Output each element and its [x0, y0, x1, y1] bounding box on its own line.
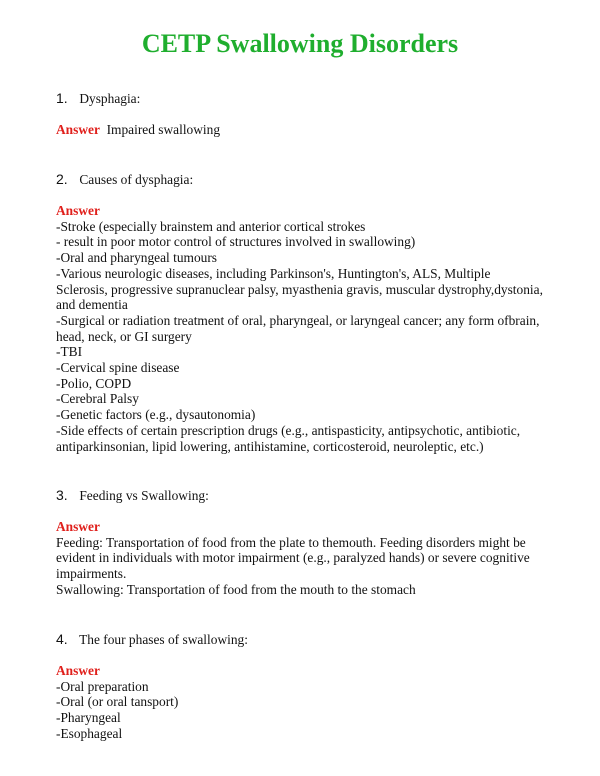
- answer-line: -Cerebral Palsy: [56, 391, 139, 407]
- answer-line: -Side effects of certain prescription drugs (e.g., antispasticity, antipsychotic, antibiotic,: [56, 422, 521, 438]
- answer-line: -Surgical or radiation treatment of oral, pharyngeal, or laryngeal cancer; any form ofbrain,: [56, 312, 540, 328]
- answer-text: Impaired swallowing: [106, 122, 221, 137]
- answer-label: Answer: [56, 203, 100, 218]
- page-title: CETP Swallowing Disorders: [141, 29, 459, 58]
- answer-3: [56, 519, 556, 598]
- question-text: Causes of dysphagia:: [79, 172, 194, 187]
- answer-line: -Genetic factors (e.g., dysautonomia): [56, 407, 256, 423]
- answer-line: -Esophageal: [56, 725, 123, 741]
- answer-line: Feeding: Transportation of food from the plate to themouth. Feeding disorders might be: [56, 534, 526, 550]
- answer-line: -Cervical spine disease: [56, 360, 180, 376]
- question-3: [56, 487, 209, 504]
- answer-line: -Oral and pharyngeal tumours: [56, 250, 218, 266]
- answer-line: Swallowing: Transportation of food from the mouth to the stomach: [56, 581, 416, 597]
- question-number: 3.: [56, 487, 68, 503]
- question-number: 4.: [56, 631, 68, 647]
- answer-1: [56, 122, 220, 138]
- answer-line: -TBI: [56, 344, 83, 360]
- answer-4: [56, 663, 556, 742]
- answer-line: - result in poor motor control of structures involved in swallowing): [56, 234, 416, 250]
- answer-line: -Various neurologic diseases, including Parkinson's, Huntington's, ALS, Multiple: [56, 265, 491, 281]
- question-text: Dysphagia:: [79, 91, 141, 106]
- answer-line: Sclerosis, progressive supranuclear palsy, myasthenia gravis, muscular dystrophy,dystonia,: [56, 281, 543, 297]
- question-text: Feeding vs Swallowing:: [79, 488, 209, 503]
- answer-label: Answer: [56, 663, 100, 678]
- answer-line: evident in individuals with motor impairment (e.g., paralyzed hands) or severe cognitive: [56, 550, 530, 566]
- answer-line: -Oral (or oral tansport): [56, 694, 179, 710]
- answer-line: and dementia: [56, 297, 128, 313]
- question-4: [56, 631, 248, 648]
- question-number: 2.: [56, 171, 68, 187]
- answer-line: -Oral preparation: [56, 678, 149, 694]
- question-2: [56, 171, 193, 188]
- answer-2: [56, 203, 556, 454]
- question-1: [56, 90, 140, 107]
- answer-line: head, neck, or GI surgery: [56, 328, 192, 344]
- question-text: The four phases of swallowing:: [79, 632, 248, 647]
- answer-label: Answer: [56, 519, 100, 534]
- question-number: 1.: [56, 90, 68, 106]
- answer-line: impairments.: [56, 566, 127, 582]
- answer-line: antiparkinsonian, lipid lowering, antihistamine, corticosteroid, neuroleptic, etc.): [56, 438, 484, 454]
- answer-label: Answer: [56, 122, 100, 137]
- answer-line: -Polio, COPD: [56, 375, 132, 391]
- answer-line: -Pharyngeal: [56, 710, 121, 726]
- answer-line: -Stroke (especially brainstem and anterior cortical strokes: [56, 218, 366, 234]
